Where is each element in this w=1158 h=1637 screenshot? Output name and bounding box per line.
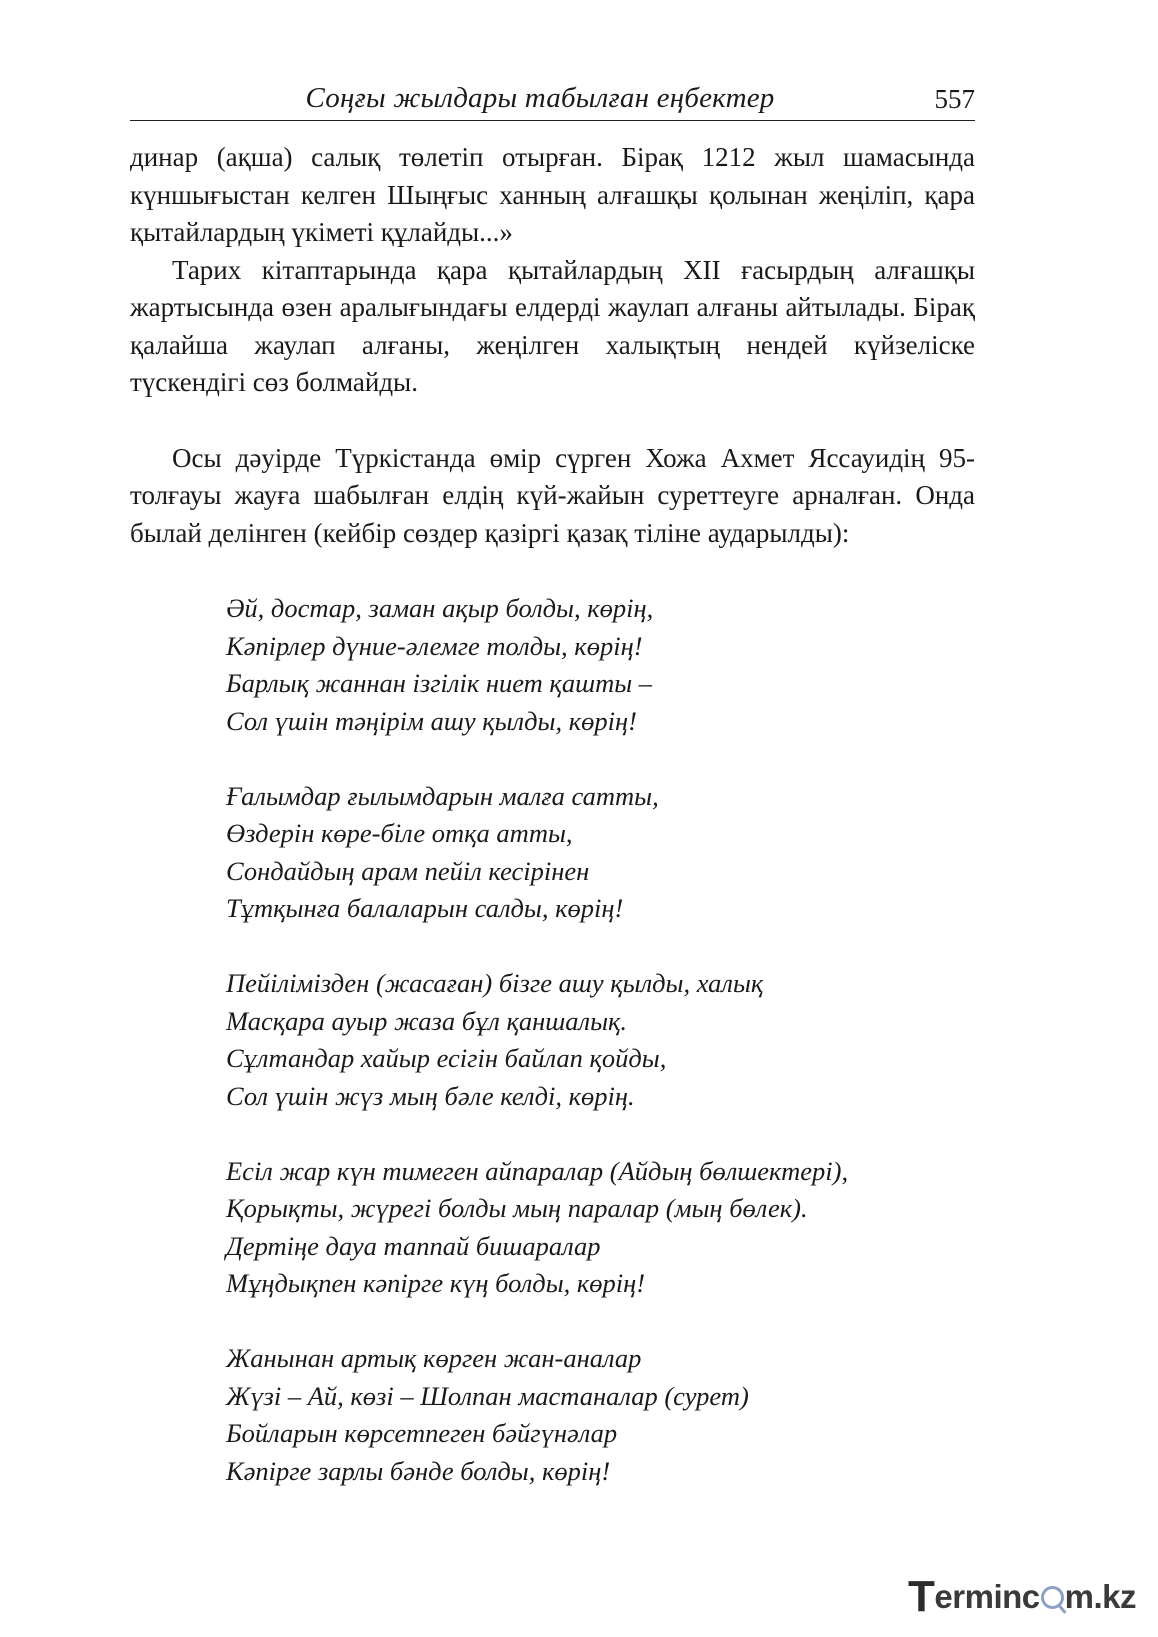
poem-line: Кәпірге зарлы бәнде болды, көрің!	[226, 1455, 611, 1486]
poem-line: Бойларын көрсетпеген бәйгүнәлар	[226, 1418, 618, 1448]
poem-line: Сол үшін тәңірім ашу қылды, көрің!	[226, 705, 637, 736]
poem-stanza	[226, 965, 986, 1115]
paragraph: Тарих кітаптарында қара қытайлардың XII ғасырдың алғашқы жартысында өзен аралығындағы елдерді жаулап алғаны айтылады. Бірақ қалайша жаулап алғаны, жеңілген халықтың нендей күйзеліске түскендігі сөз болмайды.	[130, 254, 975, 397]
poem-line: Дертіңе дауа таппай бишаралар	[226, 1230, 601, 1261]
running-title: Соңғы жылдары табылған еңбектер	[305, 82, 775, 114]
poem-line: Сұлтандар хайыр есігін байлап қойды,	[226, 1043, 667, 1073]
poem-line: Сондайдың арам пейіл кесірінен	[226, 855, 590, 886]
poem-stanza	[226, 1340, 986, 1490]
poem-line: Масқара ауыр жаза бұл қаншалық.	[226, 1005, 628, 1036]
poem-line: Тұтқынға балаларын салды, көрің!	[226, 893, 624, 923]
poem-line: Қорықты, жүрегі болды мың паралар (мың бөлек).	[226, 1193, 808, 1223]
poem-line: Кәпірлер дүние-әлемге толды, көрің!	[226, 630, 643, 661]
poem-line: Жанынан артық көрген жан-аналар	[226, 1343, 642, 1373]
magnifier-icon	[1041, 1586, 1064, 1609]
body-text	[130, 139, 975, 552]
poem-line: Мұңдықпен кәпірге күң болды, көрің!	[226, 1268, 646, 1298]
page-number: 557	[934, 84, 975, 114]
poem-line: Пейілімізден (жасаған) бізге ашу қылды, халық	[226, 968, 764, 998]
poem-line: Ғалымдар ғылымдарын малға сатты,	[226, 780, 659, 811]
watermark-t-letter: T	[908, 1572, 935, 1621]
poem-line: Сол үшін жүз мың бәле келді, көрің.	[226, 1080, 635, 1111]
paragraph: Осы дәуірде Түркістанда өмір сүрген Хожа Ахмет Яссауидің 95-толғауы жауға шабылған елдің күй-жайын суреттеуге арналған. Онда былай делінген (кейбір сөздер қазіргі қазақ тіліне аударылды):	[130, 442, 975, 548]
poem-stanza	[226, 1153, 986, 1303]
poem-stanza	[226, 778, 986, 928]
poem-line: Жүзі – Ай, көзі – Шолпан мастаналар (сурет)	[226, 1380, 749, 1411]
poem-stanza	[226, 590, 986, 740]
terminkom-watermark-logo	[908, 1569, 1136, 1619]
watermark-text-part1: erminc	[934, 1578, 1040, 1615]
running-header	[130, 80, 975, 121]
watermark-text-part2: m.kz	[1064, 1578, 1136, 1615]
poem-line: Өздерін көре-біле отқа атты,	[226, 818, 573, 848]
poem-line: Әй, достар, заман ақыр болды, көрің,	[226, 593, 654, 623]
poem-line: Барлық жаннан ізгілік ниет қашты –	[226, 668, 653, 698]
paragraph: динар (ақша) салық төлетіп отырған. Бірақ 1212 жыл шамасында күншығыстан келген Шыңғыс ханның алғашқы қолынан жеңіліп, қара қытайлардың үкіметі құлайды...»	[130, 142, 975, 247]
poem-line: Есіл жар күн тимеген айпаралар (Айдың бөлшектері),	[226, 1155, 849, 1186]
poem	[226, 590, 986, 1528]
